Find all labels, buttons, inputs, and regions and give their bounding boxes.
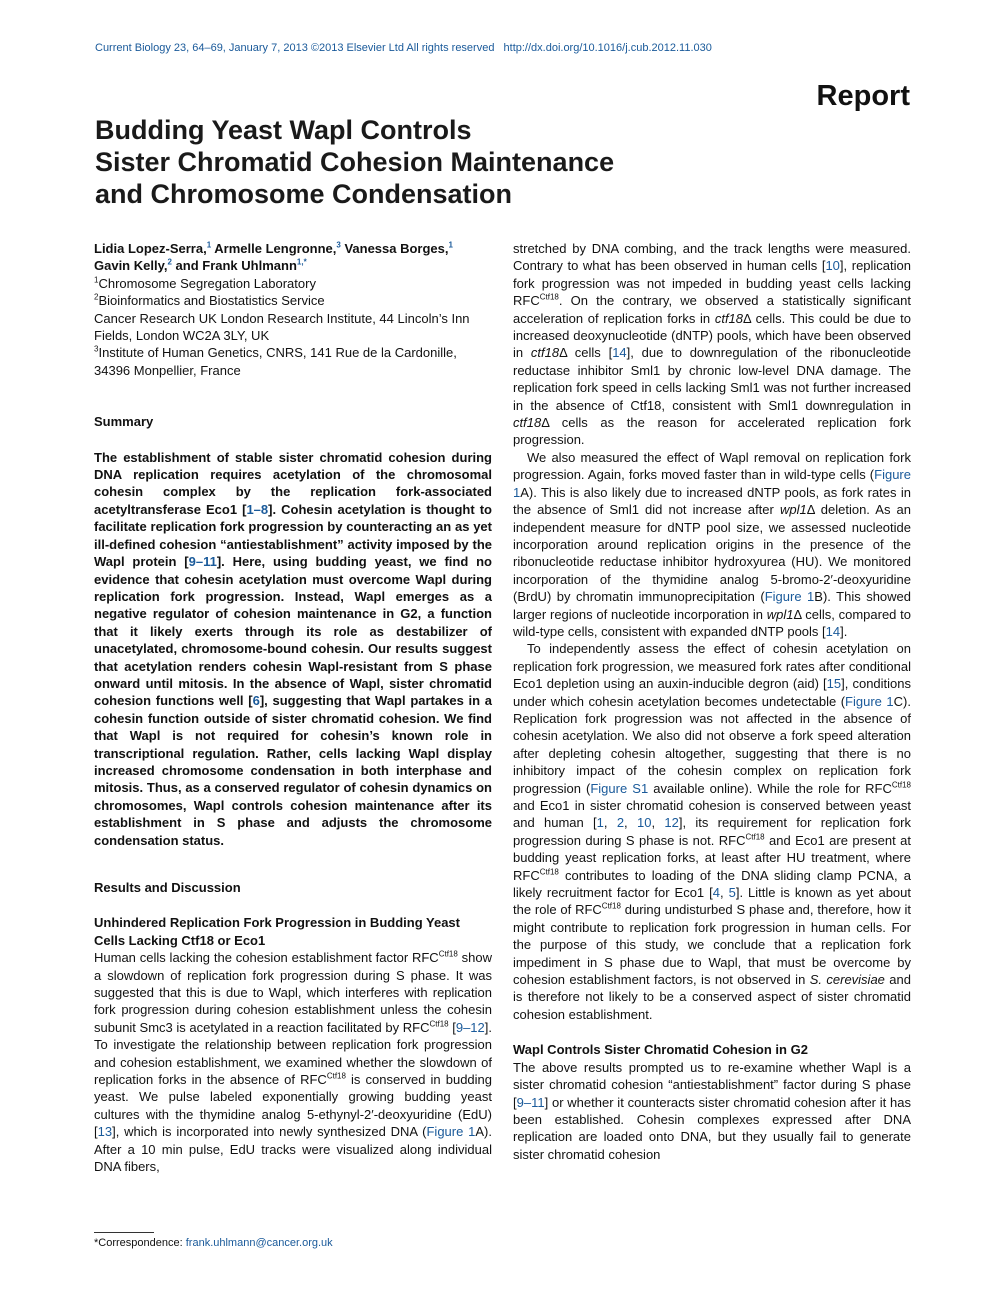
body-paragraph: To independently assess the effect of cohesin acetylation on replication fork progression, we measured fork rates after conditional Eco1 depletion using an auxin-inducible degron (aid) [15], conditions under which cohesin acetylation becomes undetectable (Figure 1C). Replication fork progression was not affected in the absence of cohesin acetylation. We also did not observe a fork speed alteration after depleting cohesin altogether, suggesting that there is no inhibitory impact of the cohesin complex on replication fork progression (Figure S1 available online). While the role for $RFC^{Ctf18}$ and Eco1 in sister chromatid cohesion is conserved between yeast and human [1, 2, 10, 12], its requirement for replication fork progression during S phase is not. $RFC^{Ctf18}$ and Eco1 are present at budding yeast replication forks, at least after HU treatment, where $RFC^{Ctf18}$ contributes to loading of the DNA sliding clamp PCNA, a likely recruitment factor for Eco1 [4, 5]. Little is known as yet about the role of $RFC^{Ctf18}$ during undisturbed S phase and, therefore, how it might contribute to replication fork progression in human cells. For the purpose of this study, we conclude that a replication fork impediment in S phase due to Wapl, that must be overcome by cohesion establishment factors, is not observed in S. cerevisiae and is therefore not likely to be a conserved aspect of sister chromatid cohesion establishment. [513, 641, 912, 1022]
affiliation-text: Bioinformatics and Biostatistics Service [98, 293, 325, 309]
affiliation-sup: 3 [94, 345, 99, 355]
doi-link[interactable]: http://dx.doi.org/10.1016/j.cub.2012.11.030 [503, 42, 712, 54]
journal-header [95, 42, 718, 54]
title-line: Budding Yeast Wapl Controls [95, 115, 472, 145]
correspondence-note [94, 1237, 333, 1249]
affiliation [94, 344, 492, 379]
subsection-heading: Wapl Controls Sister Chromatid Cohesion in G2 [513, 1042, 808, 1058]
summary-heading: Summary [94, 414, 154, 430]
affiliation [94, 292, 492, 309]
author-list [94, 240, 492, 275]
article-type: Report [816, 80, 910, 112]
body-paragraph: Human cells lacking the cohesion establishment factor $RFC^{Ctf18}$ show a slowdown of replication fork progression during S phase. It was suggested that this is due to Wapl, which interferes with replication fork progression during cohesion establishment unless the cohesin subunit Smc3 is acetylated in a reaction facilitated by $RFC^{Ctf18}$ [9–12]. To investigate the relationship between replication fork progression and cohesion establishment, we examined whether the slowdown of replication forks in the absence of $RFC^{Ctf18}$ is conserved in budding yeast. We pulse labeled exponentially growing budding yeast cultures with the thymidine analog 5-ethynyl-2′-deoxyuridine (EdU) [13], which is incorporated into newly synthesized DNA (Figure 1A). After a 10 min pulse, EdU tracks were visualized along individual DNA fibers, [94, 949, 493, 1175]
author-name: Gavin Kelly, [94, 258, 168, 274]
body-paragraph: stretched by DNA combing, and the track lengths were measured. Contrary to what has been observed in human cells [10], replication fork progression was not impeded in budding yeast cells lacking $RFC^{Ctf18}$. On the contrary, we observed a statistically significant acceleration of replication forks in ctf18Δ cells. This could be due to increased deoxynucleotide (dNTP) pools, which have been observed in ctf18Δ cells [14], due to downregulation of the ribonucleotide reductase inhibitor Sml1 by chronic low-level DNA damage. The replication fork speed in cells lacking Sml1 was not further increased in the absence of Ctf18, consistent with Sml1 downregulation in ctf18Δ cells as the reason for accelerated replication fork progression. [513, 241, 912, 448]
author-name: Armelle Lengronne, [211, 241, 337, 256]
affiliation-marker[interactable]: 2 [167, 258, 172, 268]
body-paragraph: We also measured the effect of Wapl removal on replication fork progression. Again, forks moved faster than in wild-type cells (Figure 1A). This is also likely due to increased dNTP pools, as fork rates in the absence of Sml1 did not increase after wpl1Δ deletion. As an independent measure for dNTP pool size, we assessed nucleotide incorporation around replication origins in the presence of the ribonucleotide reductase inhibitor hydroxyurea (HU). We monitored incorporation of the thymidine analog 5-bromo-2′-deoxyuridine (BrdU) by chromatin immunoprecipitation (Figure 1B). This showed larger regions of nucleotide incorporation in wpl1Δ cells, compared to wild-type cells, consistent with expanded dNTP pools [14]. [513, 449, 911, 639]
article-title [95, 114, 795, 210]
affiliation-text: Cancer Research UK London Research Institute, 44 Lincoln’s Inn Fields, London WC2A 3LY, UK [94, 310, 470, 344]
affiliation-marker[interactable]: 3 [336, 240, 341, 250]
journal-citation: Current Biology 23, 64–69, January 7, 2013 ©2013 Elsevier Ltd All rights reserved [95, 42, 495, 54]
affiliation-marker[interactable]: 1,* [296, 258, 307, 268]
affiliation-sup: 1 [94, 275, 99, 285]
footnote-rule [94, 1232, 154, 1233]
affiliation-text: Institute of Human Genetics, CNRS, 141 Rue de la Cardonille, 34396 Monpellier, France [94, 345, 457, 378]
subsection-heading: Unhindered Replication Fork Progression in Budding Yeast Cells Lacking Ctf18 or Eco1 [94, 915, 460, 948]
affiliation-list [94, 275, 492, 379]
correspondence-email-link[interactable]: frank.uhlmann@cancer.org.uk [185, 1237, 333, 1249]
left-column [94, 240, 492, 1176]
results-heading: Results and Discussion [94, 880, 241, 895]
affiliation-sup: 2 [94, 292, 99, 302]
affiliation-marker[interactable]: 1 [206, 240, 212, 250]
correspondence-label: *Correspondence: [94, 1237, 186, 1249]
affiliation [94, 310, 492, 345]
affiliation [94, 275, 492, 292]
title-line: and Chromosome Condensation [95, 179, 513, 209]
author-name: Vanessa Borges, [340, 241, 449, 256]
title-line: Sister Chromatid Cohesion Maintenance [95, 147, 615, 177]
affiliation-text: Chromosome Segregation Laboratory [98, 275, 316, 291]
body-paragraph: The above results prompted us to re-examine whether Wapl is a sister chromatid cohesion “antiestablishment” factor during S phase [9–11] or whether it counteracts sister chromatid cohesion after it has been established. Cohesin complexes expressed after DNA replication are loaded onto DNA, but they usually fail to generate sister chromatid cohesion [513, 1059, 911, 1162]
author-name: Lidia Lopez-Serra, [94, 241, 207, 256]
author-name: and Frank Uhlmann [171, 258, 297, 274]
right-column [513, 240, 911, 1163]
summary-paragraph: The establishment of stable sister chromatid cohesion during DNA replication requires acetylation of the chromosomal cohesin complex by the replication fork-associated acetyltransferase Eco1 [1–8]. Cohesin acetylation is thought to facilitate replication fork progression by counteracting an as yet ill-defined cohesion “antiestablishment” activity imposed by the Wapl protein [9–11]. Here, using budding yeast, we find no evidence that cohesin acetylation must overcome Wapl during replication fork progression. Instead, Wapl emerges as a negative regulator of cohesion maintenance in G2, a function that it likely exerts through its role as destabilizer of unacetylated, chromosome-bound cohesin. Our results suggest that acetylation renders cohesin Wapl-resistant from S phase onward until mitosis. In the absence of Wapl, sister chromatid cohesion functions well [6], suggesting that Wapl partakes in a cohesin function outside of sister chromatid cohesion. We find that Wapl is not required for cohesin’s known role in transcriptional regulation. Rather, cells lacking Wapl display increased chromosome condensation in both interphase and mitosis. Thus, as a conserved regulator of cohesin dynamics on chromosomes, Wapl controls cohesion maintenance after its establishment in S phase and adjusts the chromosome condensation status. [94, 449, 492, 848]
affiliation-marker[interactable]: 1 [448, 240, 453, 250]
